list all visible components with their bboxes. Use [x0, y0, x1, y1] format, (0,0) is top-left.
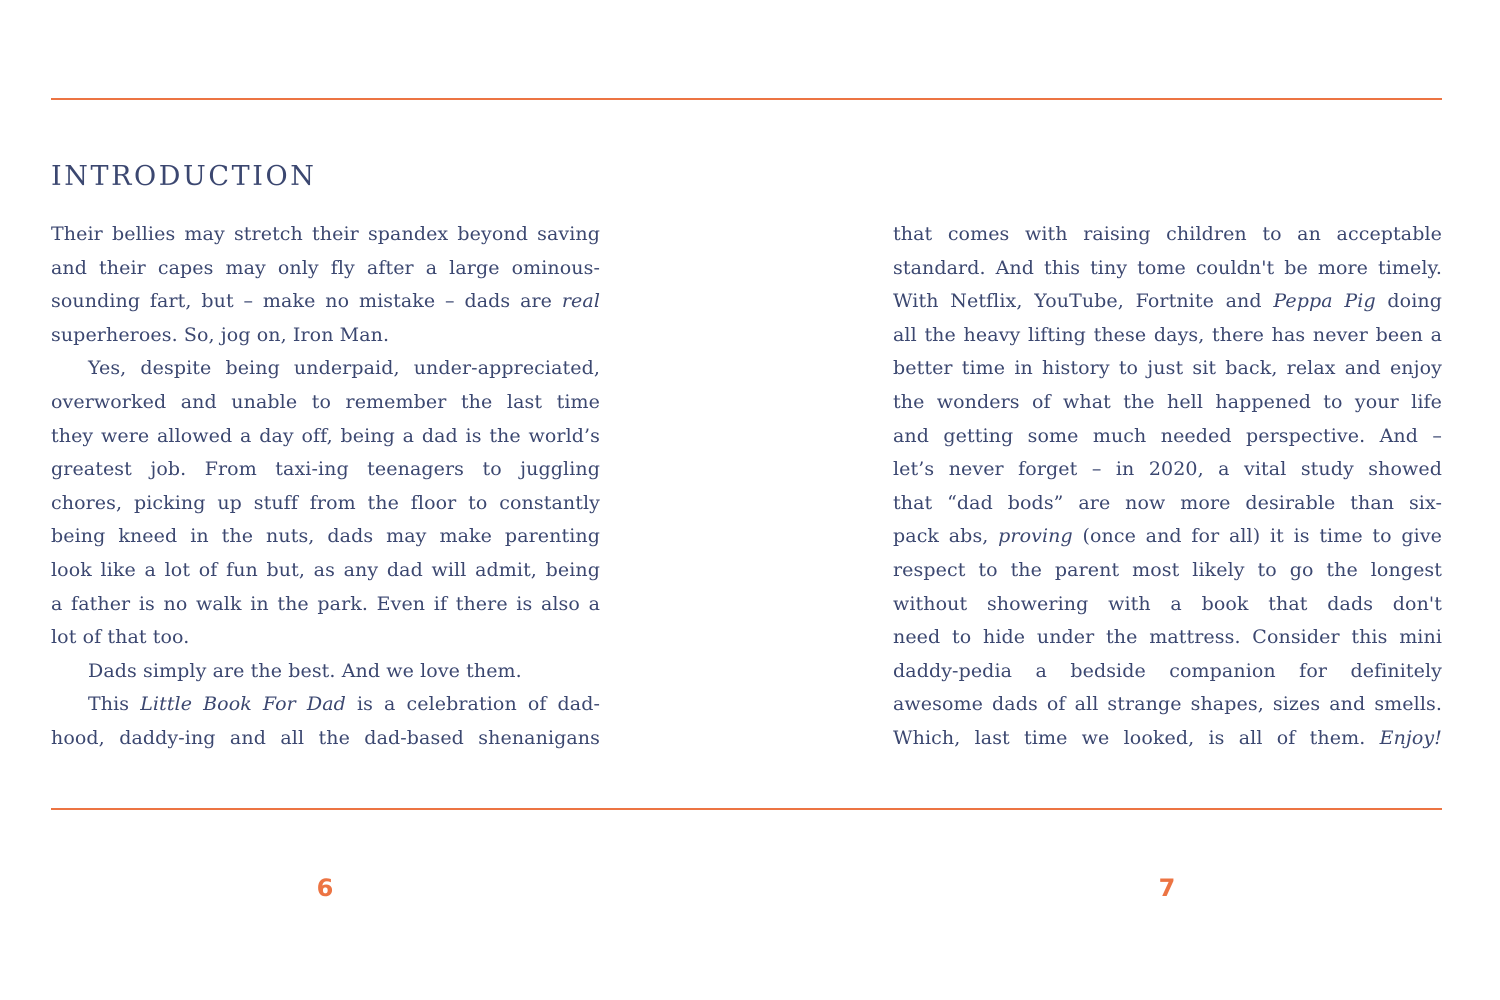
text-line: daddy-pedia a bedside companion for definitely	[893, 659, 1442, 682]
text-line: a father is no walk in the park. Even if there is also a	[51, 592, 600, 615]
top-rule	[51, 98, 1442, 100]
text-line: need to hide under the mattress. Consider this mini	[893, 626, 1442, 649]
text-line: This Little Book For Dad is a celebration of dad-	[88, 693, 600, 716]
text-line: hood, daddy-ing and all the dad-based shenanigans	[51, 726, 600, 749]
text-line: Which, last time we looked, is all of them. Enjoy!	[893, 726, 1442, 749]
text-line: respect to the parent most likely to go the longest	[893, 558, 1442, 581]
text-line: superheroes. So, jog on, Iron Man.	[51, 323, 390, 346]
text-line: greatest job. From taxi-ing teenagers to juggling	[51, 458, 600, 481]
text-line: they were allowed a day off, being a dad is the world’s	[51, 424, 600, 447]
book-title: Little Book For Dad	[140, 693, 346, 716]
text-line: awesome dads of all strange shapes, sizes and smells.	[893, 693, 1442, 716]
italic-word: Enjoy!	[1379, 726, 1442, 749]
chapter-heading: INTRODUCTION	[51, 161, 317, 192]
text-line: better time in history to just sit back, relax and enjoy	[893, 357, 1442, 380]
right-page-body	[893, 218, 1442, 756]
text-line: chores, picking up stuff from the floor to constantly	[51, 491, 600, 514]
text-line: the wonders of what the hell happened to your life	[893, 390, 1442, 413]
text-line: Their bellies may stretch their spandex beyond saving	[51, 223, 600, 245]
text-line: that comes with raising children to an acceptable	[893, 223, 1442, 245]
text-line: standard. And this tiny tome couldn't be more timely.	[893, 256, 1442, 279]
bottom-rule	[51, 808, 1442, 810]
text-line: being kneed in the nuts, dads may make parenting	[51, 525, 600, 548]
text-line: lot of that too.	[51, 626, 190, 649]
left-page-body	[51, 218, 600, 756]
text-line: and their capes may only fly after a large ominous-	[51, 256, 600, 279]
text-line: and getting some much needed perspective. And –	[893, 424, 1442, 447]
italic-word: proving	[998, 525, 1073, 548]
page-number-right: 7	[1158, 874, 1176, 902]
text-line: overworked and unable to remember the last time	[51, 390, 600, 413]
text-line: sounding fart, but – make no mistake – dads are real	[51, 290, 600, 313]
text-line: pack abs, proving (once and for all) it is time to give	[893, 525, 1442, 548]
text-line: without showering with a book that dads don't	[893, 592, 1442, 615]
page-number-left: 6	[316, 874, 334, 902]
text-line: With Netflix, YouTube, Fortnite and Peppa Pig doing	[893, 290, 1443, 313]
text-line: let’s never forget – in 2020, a vital study showed	[893, 458, 1442, 481]
text-line: Dads simply are the best. And we love them.	[88, 659, 522, 682]
italic-title: Peppa Pig	[1273, 290, 1376, 313]
text-line: all the heavy lifting these days, there has never been a	[893, 323, 1442, 346]
text-line: look like a lot of fun but, as any dad will admit, being	[51, 558, 600, 581]
text-line: Yes, despite being underpaid, under-appreciated,	[88, 357, 600, 380]
italic-word: real	[561, 290, 600, 313]
text-line: that “dad bods” are now more desirable than six-	[893, 491, 1442, 514]
